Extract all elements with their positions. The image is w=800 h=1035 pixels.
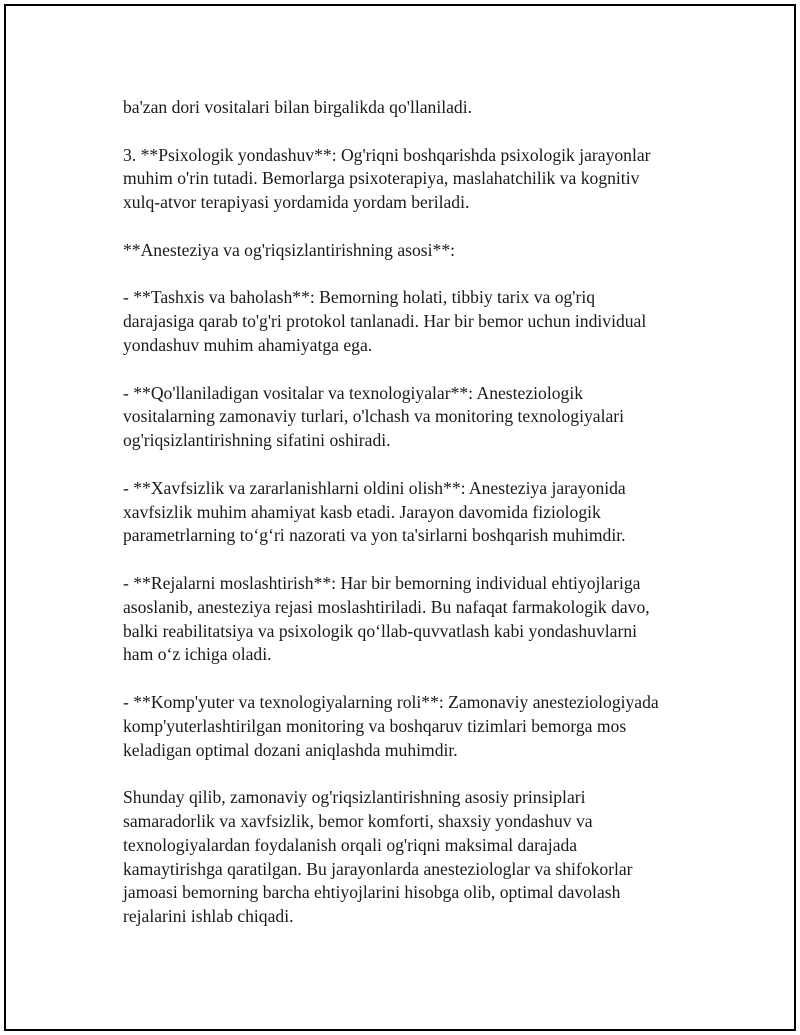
section-heading: **Anesteziya va og'riqsizlantirishning asosi**: [123, 239, 456, 260]
bullet-computer-role: - **Komp'yuter va texnologiyalarning roli**: Zamonaviy anesteziologiyada komp'yuterlashtirilgan monitoring va boshqaruv tizimlari bemorga mos keladigan optimal dozani aniqlashda muhimdir. [123, 691, 659, 760]
paragraph-psychological-approach: 3. **Psixologik yondashuv**: Og'riqni boshqarishda psixologik jarayonlar muhim o'rin tutadi. Bemorlarga psixoterapiya, maslahatchilik va kognitiv xulq-atvor terapiyasi yordamida yordam beriladi. [123, 144, 651, 213]
paragraph-continuation: ba'zan dori vositalari bilan birgalikda qo'llaniladi. [123, 97, 472, 117]
page-frame [4, 4, 796, 1031]
bullet-tools-technologies: - **Qo'llaniladigan vositalar va texnologiyalar**: Anesteziologik vositalarning zamonaviy turlari, o'lchash va monitoring texnologiyalari og'riqsizlantirishning sifatini oshiradi. [123, 382, 625, 451]
document-body [123, 96, 703, 953]
bullet-safety: - **Xavfsizlik va zararlanishlarni oldini olish**: Anesteziya jarayonida xavfsizlik muhim ahamiyat kasb etadi. Jarayon davomida fiziologik parametrlarning to‘g‘ri nazorati va yon ta'sirlarni boshqarish muhimdir. [123, 477, 626, 546]
paragraph-conclusion: Shunday qilib, zamonaviy og'riqsizlantirishning asosiy prinsiplari samaradorlik va xavfsizlik, bemor komforti, shaxsiy yondashuv va texnologiyalardan foydalanish orqali og'riqni maksimal darajada kamaytirishga qaratilgan. Bu jarayonlarda anesteziologlar va shifokorlar jamoasi bemorning barcha ehtiyojlarini hisobga olib, optimal davolash rejalarini ishlab chiqadi. [123, 787, 633, 927]
bullet-plan-adaptation: - **Rejalarni moslashtirish**: Har bir bemorning individual ehtiyojlariga asoslanib, anesteziya rejasi moslashtiriladi. Bu nafaqat farmakologik davo, balki reabilitatsiya va psixologik qo‘llab-quvvatlash kabi yondashuvlarni ham o‘z ichiga oladi. [123, 572, 650, 665]
bullet-diagnosis: - **Tashxis va baholash**: Bemorning holati, tibbiy tarix va og'riq darajasiga qarab to'g'ri protokol tanlanadi. Har bir bemor uchun individual yondashuv muhim ahamiyatga ega. [123, 287, 647, 355]
